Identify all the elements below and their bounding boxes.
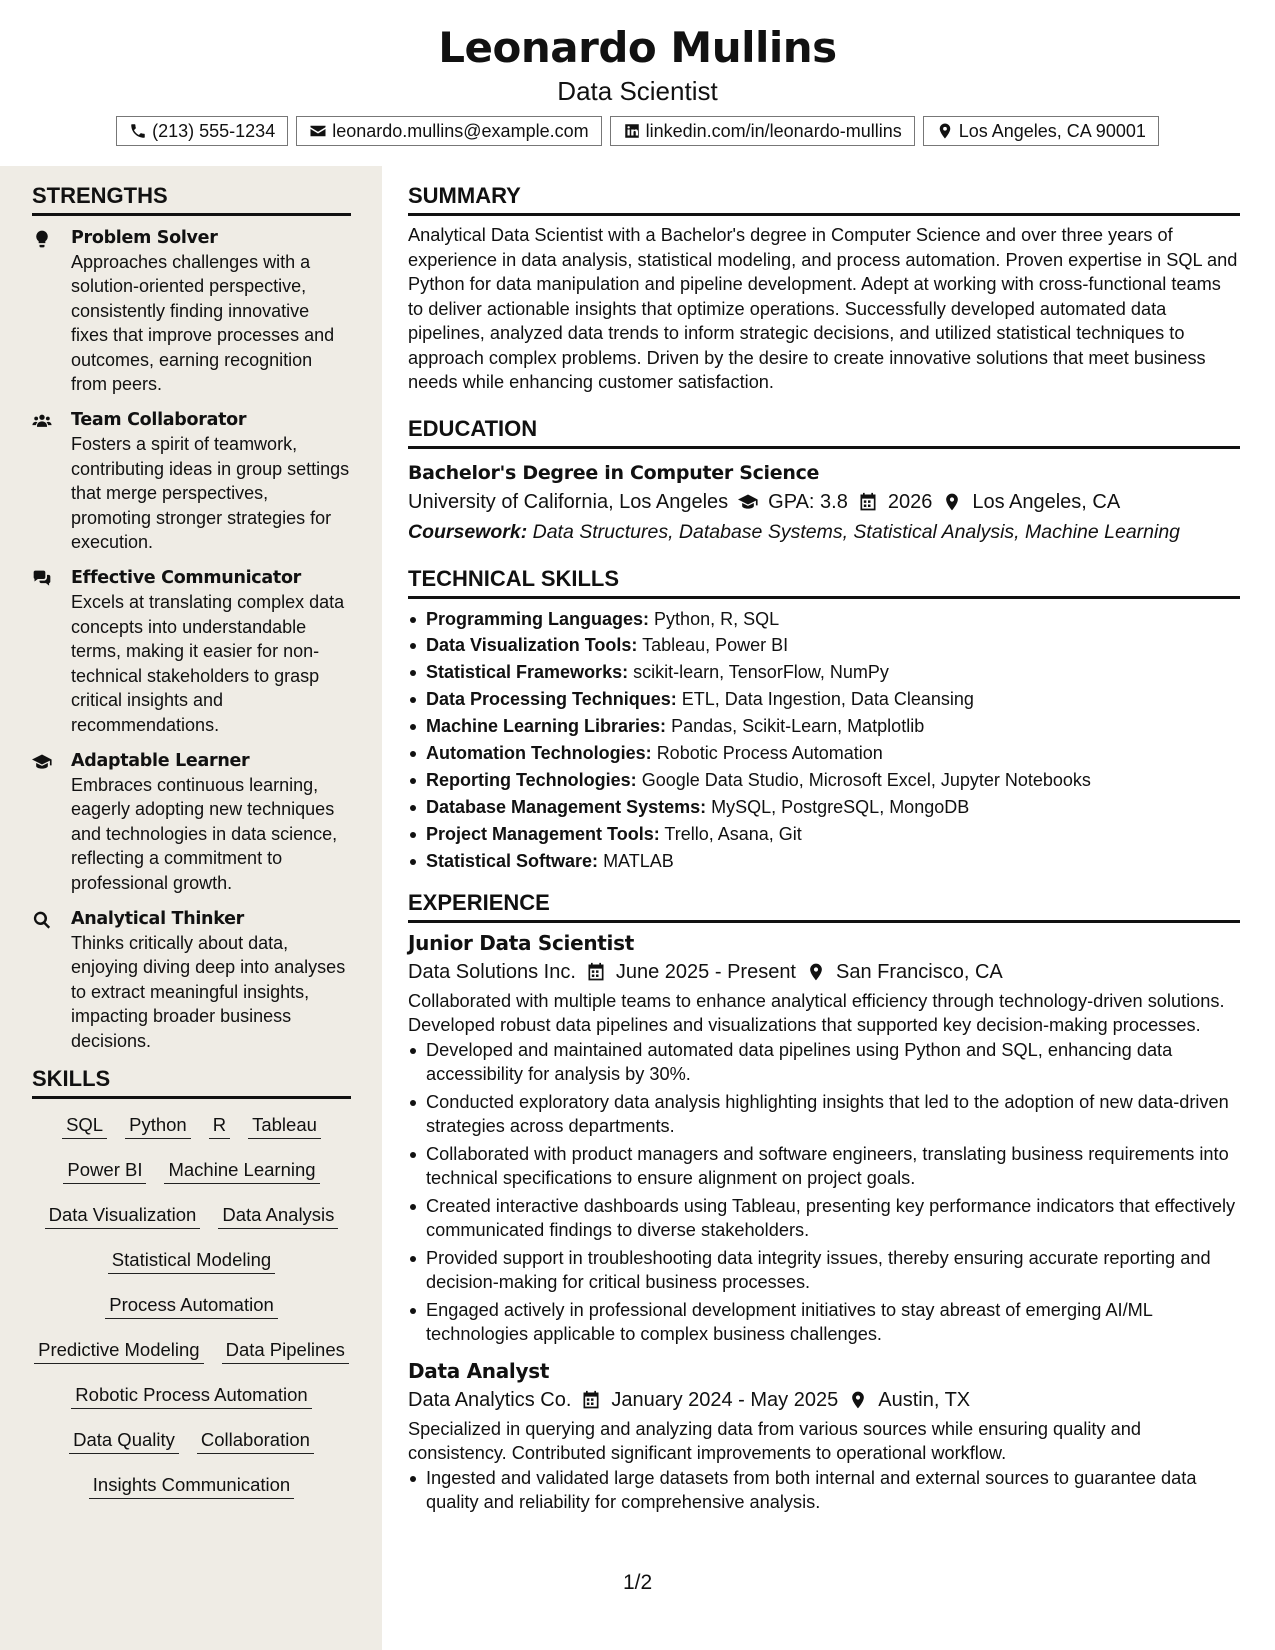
skill-tag: Insights Communication	[89, 1471, 294, 1516]
list-item: Statistical Software: MATLAB	[408, 848, 1240, 875]
job-description: Specialized in querying and analyzing data from various sources while ensuring quality and consistency. Contributed significant improvements to operational workflow.	[408, 1418, 1141, 1464]
coursework-list: Data Structures, Database Systems, Statistical Analysis, Machine Learning	[532, 520, 1181, 543]
experience-title: EXPERIENCE	[408, 889, 1240, 923]
map-pin-icon	[942, 492, 962, 512]
company-name: Data Analytics Co.	[408, 1388, 572, 1411]
lightbulb-icon	[32, 229, 52, 249]
main-content	[408, 166, 1240, 1518]
skill-tag: Machine Learning	[164, 1156, 319, 1201]
contact-linkedin[interactable]	[610, 116, 915, 146]
skill-tag: R	[209, 1111, 230, 1156]
calendar-icon	[586, 962, 606, 982]
calendar-icon	[858, 492, 878, 512]
list-item: Automation Technologies: Robotic Process Automation	[408, 740, 1240, 767]
education-section	[408, 415, 1240, 547]
location-text: Los Angeles, CA 90001	[958, 120, 1146, 141]
skill-tag: SQL	[62, 1111, 107, 1156]
job-entry	[408, 1357, 1240, 1515]
experience-section	[408, 889, 1240, 1515]
job-description: Collaborated with multiple teams to enhance analytical efficiency through technology-driven solutions. Developed robust data pipelines and visualizations that supported key decision-making processes.	[408, 990, 1225, 1036]
skill-tag: Predictive Modeling	[34, 1336, 203, 1381]
company-name: Data Solutions Inc.	[408, 960, 576, 983]
resume-header	[0, 0, 1275, 166]
linkedin-text: linkedin.com/in/leonardo-mullins	[645, 120, 902, 141]
calendar-icon	[581, 1390, 601, 1410]
contact-phone[interactable]	[116, 116, 288, 146]
job-location: San Francisco, CA	[836, 960, 1003, 983]
strength-item	[32, 566, 351, 736]
strength-title: Effective Communicator	[71, 568, 302, 589]
skills-title: SKILLS	[32, 1065, 351, 1099]
education-meta	[408, 487, 1240, 517]
list-item: Developed and maintained automated data pipelines using Python and SQL, enhancing data accessibility for analysis by 30%.	[408, 1038, 1240, 1087]
list-item: Created interactive dashboards using Tableau, presenting key performance indicators that effectively communicated findings to diverse stakeholders.	[408, 1194, 1240, 1243]
sidebar	[0, 166, 382, 1650]
coursework-label: Coursework:	[408, 520, 528, 543]
list-item: Conducted exploratory data analysis highlighting insights that led to the adoption of new data-driven strategies across departments.	[408, 1090, 1240, 1139]
school-location: Los Angeles, CA	[972, 490, 1121, 513]
strength-desc: Thinks critically about data, enjoying diving deep into analyses to extract meaningful insights, impacting broader business decisions.	[71, 932, 346, 1051]
list-item: Data Visualization Tools: Tableau, Power BI	[408, 632, 1240, 659]
job-meta	[408, 957, 1240, 987]
contact-location[interactable]	[923, 116, 1159, 146]
grad-year: 2026	[887, 490, 933, 513]
envelope-icon	[309, 122, 327, 140]
strength-title: Problem Solver	[71, 228, 218, 248]
skill-tag: Data Analysis	[218, 1201, 338, 1246]
skill-tags	[32, 1111, 351, 1516]
contact-bar	[0, 116, 1275, 146]
degree-title: Bachelor's Degree in Computer Science	[408, 461, 820, 484]
gpa: GPA: 3.8	[768, 490, 848, 513]
candidate-name: Leonardo Mullins	[438, 23, 837, 72]
strength-title: Analytical Thinker	[71, 908, 244, 929]
summary-text: Analytical Data Scientist with a Bachelor's degree in Computer Science and over three years of experience in data analysis, statistical modeling, and process automation. Proven expertise in SQL and Python for data manipulation and pipeline development. Adept at working with cross-functional teams to deliver actionable insights that optimize operations. Successfully developed automated data pipelines, analyzed data trends to inform strategic decisions, and utilized statistical techniques to approach complex problems. Driven by the desire to create innovative solutions that meet business needs while enhancing customer satisfaction.	[408, 225, 1238, 392]
strength-title: Adaptable Learner	[71, 750, 250, 771]
school-name: University of California, Los Angeles	[408, 490, 729, 513]
list-item: Statistical Frameworks: scikit-learn, TensorFlow, NumPy	[408, 659, 1240, 686]
map-pin-icon	[936, 122, 954, 140]
job-meta	[408, 1385, 1240, 1415]
map-pin-icon	[806, 962, 826, 982]
list-item: Ingested and validated large datasets from both internal and external sources to guarantee data quality and reliability for comprehensive analysis.	[408, 1466, 1240, 1515]
list-item: Data Processing Techniques: ETL, Data Ingestion, Data Cleansing	[408, 686, 1240, 713]
job-bullets	[408, 1466, 1240, 1515]
strength-item	[32, 226, 351, 396]
strength-desc: Embraces continuous learning, eagerly adopting new techniques and technologies in data science, reflecting a commitment to professional growth.	[71, 774, 338, 893]
graduation-cap-icon	[32, 752, 52, 772]
strength-item	[32, 749, 351, 895]
phone-text: (213) 555-1234	[152, 120, 276, 141]
strengths-list	[32, 226, 351, 1053]
skill-tag: Collaboration	[197, 1426, 314, 1471]
phone-icon	[129, 122, 147, 140]
email-text: leonardo.mullins@example.com	[332, 120, 589, 141]
strengths-title: STRENGTHS	[32, 182, 351, 216]
skill-tag: Robotic Process Automation	[71, 1381, 311, 1426]
list-item: Reporting Technologies: Google Data Studio, Microsoft Excel, Jupyter Notebooks	[408, 767, 1240, 794]
job-dates: June 2025 - Present	[615, 960, 796, 983]
technical-skills-list	[408, 606, 1240, 875]
skill-tag: Data Visualization	[45, 1201, 201, 1246]
skill-tag: Tableau	[248, 1111, 321, 1156]
strength-desc: Excels at translating complex data concepts into understandable terms, making it easier for non-technical stakeholders to grasp critical insights and recommendations.	[71, 592, 345, 735]
graduation-cap-icon	[738, 492, 758, 512]
skill-tag: Statistical Modeling	[108, 1246, 275, 1291]
summary-title: SUMMARY	[408, 182, 1240, 216]
job-dates: January 2024 - May 2025	[611, 1388, 839, 1411]
skill-tag: Python	[125, 1111, 191, 1156]
skill-tag: Data Quality	[69, 1426, 179, 1471]
job-title: Junior Data Scientist	[408, 930, 634, 955]
skill-tag: Process Automation	[105, 1291, 278, 1336]
technical-skills-title: TECHNICAL SKILLS	[408, 565, 1240, 599]
job-location: Austin, TX	[878, 1388, 971, 1411]
education-title: EDUCATION	[408, 415, 1240, 449]
list-item: Programming Languages: Python, R, SQL	[408, 606, 1240, 633]
strength-title: Team Collaborator	[71, 410, 247, 431]
job-bullets	[408, 1038, 1240, 1347]
skill-tag: Data Pipelines	[222, 1336, 349, 1381]
strength-desc: Fosters a spirit of teamwork, contributing ideas in group settings that merge perspectives, promoting stronger strategies for execution.	[71, 434, 350, 553]
candidate-role: Data Scientist	[557, 76, 718, 106]
map-pin-icon	[848, 1390, 868, 1410]
page-number: 1/2	[623, 1571, 653, 1594]
list-item: Database Management Systems: MySQL, PostgreSQL, MongoDB	[408, 794, 1240, 821]
job-title: Data Analyst	[408, 1358, 550, 1383]
skill-tag: Power BI	[63, 1156, 146, 1201]
strength-item	[32, 408, 351, 554]
users-icon	[32, 411, 52, 431]
list-item: Collaborated with product managers and software engineers, translating business requirements into technical specifications to ensure alignment on project goals.	[408, 1142, 1240, 1191]
technical-skills-section	[408, 565, 1240, 875]
strength-desc: Approaches challenges with a solution-oriented perspective, consistently finding innovative fixes that improve processes and outcomes, earning recognition from peers.	[71, 252, 335, 395]
list-item: Machine Learning Libraries: Pandas, Scikit-Learn, Matplotlib	[408, 713, 1240, 740]
job-entry	[408, 929, 1240, 1347]
list-item: Project Management Tools: Trello, Asana, Git	[408, 821, 1240, 848]
skills-section	[32, 1065, 351, 1516]
list-item: Engaged actively in professional development initiatives to stay abreast of emerging AI/ML technologies applicable to complex business challenges.	[408, 1298, 1240, 1347]
strength-item	[32, 907, 351, 1053]
list-item: Provided support in troubleshooting data integrity issues, thereby ensuring accurate reporting and decision-making for critical business processes.	[408, 1246, 1240, 1295]
contact-email[interactable]	[296, 116, 601, 146]
coursework	[408, 517, 1240, 547]
search-icon	[32, 910, 52, 930]
linkedin-icon	[623, 122, 641, 140]
comments-icon	[32, 569, 52, 589]
